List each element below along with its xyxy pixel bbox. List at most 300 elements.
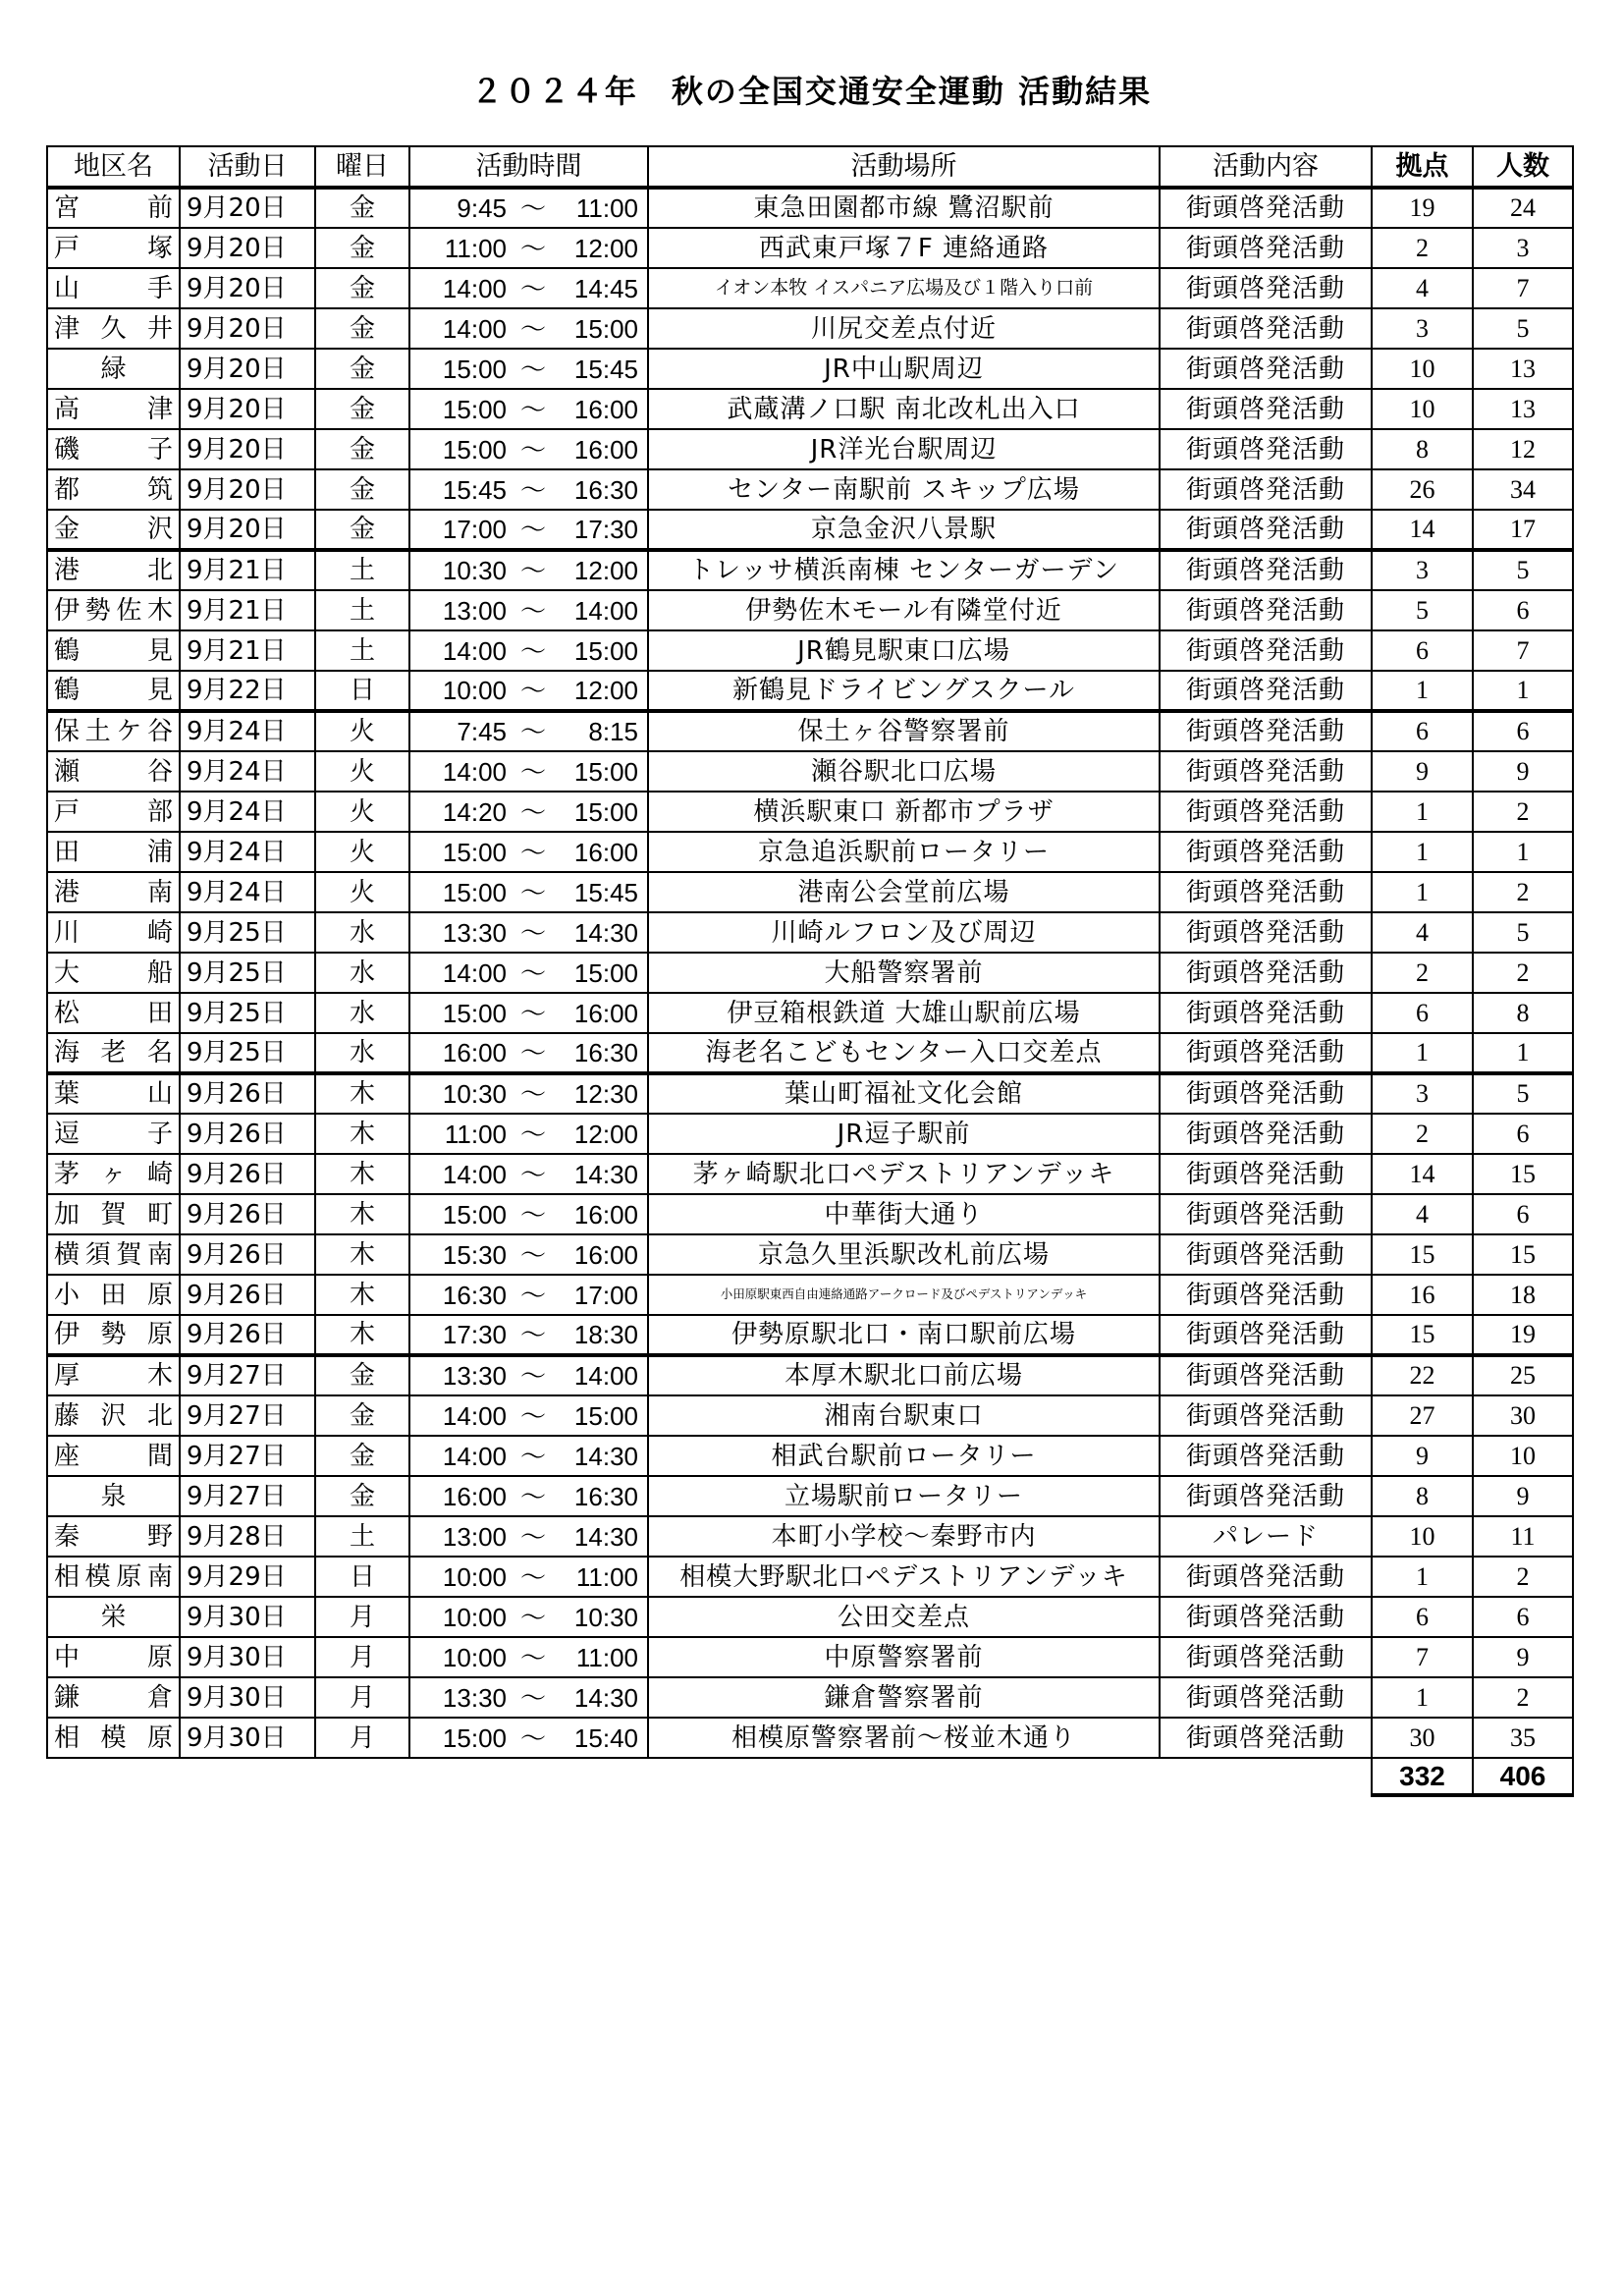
cell-dow: 月 xyxy=(315,1637,409,1677)
time-end: 16:30 xyxy=(573,474,638,505)
time-start: 9:45 xyxy=(457,193,507,223)
time-start: 14:00 xyxy=(442,1159,507,1189)
cell-date: 9月25日 xyxy=(180,993,315,1033)
cell-time xyxy=(409,1516,648,1557)
table-row xyxy=(47,469,1573,510)
cell-date: 9月20日 xyxy=(180,228,315,268)
cell-date: 9月26日 xyxy=(180,1114,315,1154)
time-end: 15:45 xyxy=(573,877,638,907)
cell-date: 9月26日 xyxy=(180,1234,315,1275)
cell-people: 2 xyxy=(1473,872,1573,912)
time-start: 14:00 xyxy=(442,635,507,666)
time-start: 13:30 xyxy=(442,1682,507,1713)
cell-time xyxy=(409,751,648,792)
cell-place: 横浜駅東口 新都市プラザ xyxy=(648,792,1160,832)
cell-content: 街頭啓発活動 xyxy=(1160,550,1372,590)
table-row xyxy=(47,389,1573,429)
cell-time xyxy=(409,993,648,1033)
cell-time xyxy=(409,188,648,228)
time-separator: ～ xyxy=(519,233,546,263)
cell-dow: 月 xyxy=(315,1718,409,1758)
cell-people: 25 xyxy=(1473,1355,1573,1395)
cell-time xyxy=(409,1114,648,1154)
cell-area: 加賀町 xyxy=(47,1194,180,1234)
cell-time xyxy=(409,953,648,993)
cell-place: 伊勢原駅北口・南口駅前広場 xyxy=(648,1315,1160,1355)
table-row xyxy=(47,1476,1573,1516)
cell-dow: 水 xyxy=(315,993,409,1033)
time-separator: ～ xyxy=(519,1320,546,1349)
time-end: 14:30 xyxy=(573,1521,638,1552)
time-separator: ～ xyxy=(519,676,546,705)
cell-place: 武蔵溝ノ口駅 南北改札出入口 xyxy=(648,389,1160,429)
cell-people: 5 xyxy=(1473,308,1573,349)
time-separator: ～ xyxy=(519,877,546,907)
page-title: ２０２４年 秋の全国交通安全運動 活動結果 xyxy=(470,73,1153,110)
cell-area: 相模原 xyxy=(47,1718,180,1758)
cell-content: 街頭啓発活動 xyxy=(1160,469,1372,510)
time-start: 14:00 xyxy=(442,957,507,988)
cell-place: 小田原駅東西自由連絡通路アークロード及びペデストリアンデッキ xyxy=(648,1275,1160,1315)
cell-people: 15 xyxy=(1473,1154,1573,1194)
table-row xyxy=(47,671,1573,711)
cell-people: 15 xyxy=(1473,1234,1573,1275)
cell-time xyxy=(409,1718,648,1758)
time-start: 17:30 xyxy=(442,1320,507,1349)
cell-people: 2 xyxy=(1473,792,1573,832)
time-separator: ～ xyxy=(519,1400,546,1431)
cell-sites: 8 xyxy=(1372,1476,1473,1516)
time-separator: ～ xyxy=(519,1642,546,1672)
cell-content: 街頭啓発活動 xyxy=(1160,1637,1372,1677)
cell-content: 街頭啓発活動 xyxy=(1160,630,1372,671)
time-separator: ～ xyxy=(519,1159,546,1189)
cell-date: 9月24日 xyxy=(180,711,315,751)
time-separator: ～ xyxy=(519,1521,546,1552)
cell-people: 6 xyxy=(1473,1114,1573,1154)
cell-area: 相模原南 xyxy=(47,1557,180,1597)
cell-area: 厚木 xyxy=(47,1355,180,1395)
cell-content: 街頭啓発活動 xyxy=(1160,1597,1372,1637)
cell-dow: 日 xyxy=(315,671,409,711)
header-date: 活動日 xyxy=(180,146,315,188)
table-row xyxy=(47,1033,1573,1073)
time-end: 15:00 xyxy=(573,957,638,988)
time-separator: ～ xyxy=(519,1079,546,1109)
table-row xyxy=(47,1436,1573,1476)
header-sites: 拠点 xyxy=(1372,146,1473,188)
time-end: 12:30 xyxy=(573,1079,638,1109)
header-dow: 曜日 xyxy=(315,146,409,188)
total-people: 406 xyxy=(1473,1758,1573,1795)
table-row xyxy=(47,1597,1573,1637)
cell-place: 本町小学校～秦野市内 xyxy=(648,1516,1160,1557)
time-start: 10:30 xyxy=(442,556,507,585)
cell-date: 9月24日 xyxy=(180,792,315,832)
table-row xyxy=(47,510,1573,550)
cell-area: 逗子 xyxy=(47,1114,180,1154)
time-end: 14:30 xyxy=(573,1441,638,1471)
cell-area: 戸塚 xyxy=(47,228,180,268)
cell-place: JR逗子駅前 xyxy=(648,1114,1160,1154)
cell-date: 9月20日 xyxy=(180,308,315,349)
table-row xyxy=(47,1718,1573,1758)
table-row xyxy=(47,1557,1573,1597)
cell-time xyxy=(409,1597,648,1637)
cell-sites: 6 xyxy=(1372,1597,1473,1637)
cell-sites: 1 xyxy=(1372,1677,1473,1718)
cell-place: 伊勢佐木モール有隣堂付近 xyxy=(648,590,1160,630)
cell-dow: 金 xyxy=(315,1355,409,1395)
cell-place: 伊豆箱根鉄道 大雄山駅前広場 xyxy=(648,993,1160,1033)
cell-time xyxy=(409,1677,648,1718)
cell-place: 本厚木駅北口前広場 xyxy=(648,1355,1160,1395)
cell-date: 9月30日 xyxy=(180,1597,315,1637)
cell-sites: 2 xyxy=(1372,228,1473,268)
cell-people: 19 xyxy=(1473,1315,1573,1355)
cell-content: 街頭啓発活動 xyxy=(1160,1033,1372,1073)
time-end: 14:30 xyxy=(573,917,638,948)
cell-time xyxy=(409,1637,648,1677)
cell-dow: 木 xyxy=(315,1154,409,1194)
cell-people: 9 xyxy=(1473,1637,1573,1677)
cell-content: 街頭啓発活動 xyxy=(1160,711,1372,751)
cell-date: 9月20日 xyxy=(180,510,315,550)
cell-area: 伊勢原 xyxy=(47,1315,180,1355)
cell-people: 34 xyxy=(1473,469,1573,510)
time-separator: ～ xyxy=(519,1038,546,1067)
time-start: 15:00 xyxy=(442,1722,507,1753)
cell-place: 東急田園都市線 鷺沼駅前 xyxy=(648,188,1160,228)
cell-place: センター南駅前 スキップ広場 xyxy=(648,469,1160,510)
time-end: 14:30 xyxy=(573,1682,638,1713)
cell-date: 9月26日 xyxy=(180,1073,315,1114)
time-separator: ～ xyxy=(519,1361,546,1391)
time-end: 15:00 xyxy=(573,313,638,344)
time-end: 14:30 xyxy=(573,1159,638,1189)
cell-people: 17 xyxy=(1473,510,1573,550)
cell-time xyxy=(409,711,648,751)
time-start: 15:00 xyxy=(442,877,507,907)
time-end: 15:00 xyxy=(573,756,638,787)
cell-content: 街頭啓発活動 xyxy=(1160,832,1372,872)
cell-place: 湘南台駅東口 xyxy=(648,1395,1160,1436)
time-separator: ～ xyxy=(519,354,546,384)
table-row xyxy=(47,308,1573,349)
cell-content: 街頭啓発活動 xyxy=(1160,993,1372,1033)
table-row xyxy=(47,228,1573,268)
cell-date: 9月21日 xyxy=(180,630,315,671)
cell-people: 35 xyxy=(1473,1718,1573,1758)
cell-sites: 6 xyxy=(1372,711,1473,751)
table-row xyxy=(47,1355,1573,1395)
cell-people: 6 xyxy=(1473,590,1573,630)
cell-time xyxy=(409,308,648,349)
cell-sites: 26 xyxy=(1372,469,1473,510)
time-start: 14:00 xyxy=(442,1441,507,1471)
time-start: 11:00 xyxy=(444,1119,507,1149)
time-start: 10:00 xyxy=(442,1642,507,1672)
cell-dow: 木 xyxy=(315,1275,409,1315)
cell-people: 6 xyxy=(1473,711,1573,751)
cell-people: 13 xyxy=(1473,349,1573,389)
cell-dow: 金 xyxy=(315,1476,409,1516)
time-end: 12:00 xyxy=(573,1119,638,1149)
time-end: 16:00 xyxy=(573,998,638,1028)
time-separator: ～ xyxy=(519,917,546,948)
cell-content: 街頭啓発活動 xyxy=(1160,1315,1372,1355)
cell-date: 9月27日 xyxy=(180,1436,315,1476)
cell-date: 9月28日 xyxy=(180,1516,315,1557)
time-start: 15:00 xyxy=(442,394,507,424)
table-row xyxy=(47,550,1573,590)
time-separator: ～ xyxy=(519,273,546,303)
cell-place: JR中山駅周辺 xyxy=(648,349,1160,389)
table-row xyxy=(47,993,1573,1033)
time-separator: ～ xyxy=(519,394,546,424)
cell-date: 9月26日 xyxy=(180,1315,315,1355)
cell-date: 9月20日 xyxy=(180,349,315,389)
cell-area: 伊勢佐木 xyxy=(47,590,180,630)
cell-dow: 金 xyxy=(315,389,409,429)
cell-content: 街頭啓発活動 xyxy=(1160,792,1372,832)
totals-spacer xyxy=(47,1758,1372,1795)
cell-time xyxy=(409,469,648,510)
time-start: 14:20 xyxy=(442,796,507,827)
cell-people: 1 xyxy=(1473,671,1573,711)
table-row xyxy=(47,1114,1573,1154)
cell-time xyxy=(409,228,648,268)
cell-content: 街頭啓発活動 xyxy=(1160,1275,1372,1315)
cell-sites: 9 xyxy=(1372,751,1473,792)
cell-sites: 16 xyxy=(1372,1275,1473,1315)
time-start: 13:30 xyxy=(442,917,507,948)
cell-place: 京急追浜駅前ロータリー xyxy=(648,832,1160,872)
time-start: 11:00 xyxy=(444,233,507,263)
time-start: 15:00 xyxy=(442,837,507,867)
cell-time xyxy=(409,268,648,308)
cell-area: 大船 xyxy=(47,953,180,993)
cell-place: 京急金沢八景駅 xyxy=(648,510,1160,550)
cell-place: 相模原警察署前～桜並木通り xyxy=(648,1718,1160,1758)
time-end: 18:30 xyxy=(573,1320,638,1349)
time-separator: ～ xyxy=(519,1722,546,1753)
time-separator: ～ xyxy=(519,595,546,626)
totals-row xyxy=(47,1758,1573,1795)
cell-sites: 14 xyxy=(1372,1154,1473,1194)
time-separator: ～ xyxy=(519,1239,546,1270)
cell-people: 5 xyxy=(1473,1073,1573,1114)
cell-dow: 土 xyxy=(315,590,409,630)
cell-date: 9月20日 xyxy=(180,188,315,228)
table-row xyxy=(47,832,1573,872)
time-separator: ～ xyxy=(519,756,546,787)
cell-time xyxy=(409,792,648,832)
time-start: 14:00 xyxy=(442,313,507,344)
header-area: 地区名 xyxy=(47,146,180,188)
cell-dow: 金 xyxy=(315,228,409,268)
cell-sites: 2 xyxy=(1372,1114,1473,1154)
table-row xyxy=(47,1395,1573,1436)
cell-sites: 9 xyxy=(1372,1436,1473,1476)
cell-dow: 日 xyxy=(315,1557,409,1597)
cell-time xyxy=(409,590,648,630)
results-table xyxy=(46,145,1574,1797)
cell-sites: 27 xyxy=(1372,1395,1473,1436)
cell-dow: 月 xyxy=(315,1597,409,1637)
cell-sites: 4 xyxy=(1372,912,1473,953)
cell-area: 山手 xyxy=(47,268,180,308)
time-end: 15:00 xyxy=(573,796,638,827)
cell-content: 街頭啓発活動 xyxy=(1160,1476,1372,1516)
cell-dow: 火 xyxy=(315,792,409,832)
time-start: 13:00 xyxy=(442,1521,507,1552)
cell-sites: 22 xyxy=(1372,1355,1473,1395)
cell-content: 街頭啓発活動 xyxy=(1160,1677,1372,1718)
time-separator: ～ xyxy=(519,1561,546,1592)
time-separator: ～ xyxy=(519,1682,546,1713)
cell-area: 田浦 xyxy=(47,832,180,872)
cell-time xyxy=(409,510,648,550)
time-start: 16:00 xyxy=(442,1038,507,1067)
cell-date: 9月24日 xyxy=(180,872,315,912)
cell-content: 街頭啓発活動 xyxy=(1160,268,1372,308)
cell-people: 1 xyxy=(1473,1033,1573,1073)
cell-sites: 4 xyxy=(1372,268,1473,308)
cell-dow: 木 xyxy=(315,1073,409,1114)
time-separator: ～ xyxy=(519,1481,546,1511)
time-end: 14:45 xyxy=(573,273,638,303)
time-end: 10:30 xyxy=(573,1602,638,1632)
cell-place: 鎌倉警察署前 xyxy=(648,1677,1160,1718)
cell-sites: 1 xyxy=(1372,1557,1473,1597)
cell-date: 9月22日 xyxy=(180,671,315,711)
table-row xyxy=(47,1194,1573,1234)
time-start: 13:00 xyxy=(442,595,507,626)
cell-sites: 5 xyxy=(1372,590,1473,630)
cell-sites: 2 xyxy=(1372,953,1473,993)
cell-dow: 水 xyxy=(315,912,409,953)
cell-people: 24 xyxy=(1473,188,1573,228)
cell-sites: 7 xyxy=(1372,1637,1473,1677)
cell-area: 瀬谷 xyxy=(47,751,180,792)
table-row xyxy=(47,1637,1573,1677)
table-row xyxy=(47,429,1573,469)
cell-sites: 1 xyxy=(1372,832,1473,872)
cell-sites: 6 xyxy=(1372,993,1473,1033)
cell-sites: 30 xyxy=(1372,1718,1473,1758)
cell-sites: 1 xyxy=(1372,1033,1473,1073)
cell-content: 街頭啓発活動 xyxy=(1160,912,1372,953)
cell-dow: 土 xyxy=(315,1516,409,1557)
cell-area: 港南 xyxy=(47,872,180,912)
cell-sites: 4 xyxy=(1372,1194,1473,1234)
cell-content: 街頭啓発活動 xyxy=(1160,1355,1372,1395)
cell-content: 街頭啓発活動 xyxy=(1160,1154,1372,1194)
cell-area: 横須賀南 xyxy=(47,1234,180,1275)
cell-content: 街頭啓発活動 xyxy=(1160,872,1372,912)
time-end: 11:00 xyxy=(575,193,638,223)
cell-place: 相模大野駅北口ペデストリアンデッキ xyxy=(648,1557,1160,1597)
cell-sites: 15 xyxy=(1372,1315,1473,1355)
cell-area: 磯子 xyxy=(47,429,180,469)
cell-place: 川崎ルフロン及び周辺 xyxy=(648,912,1160,953)
time-separator: ～ xyxy=(519,556,546,585)
cell-area: 高津 xyxy=(47,389,180,429)
table-row xyxy=(47,1315,1573,1355)
cell-place: 港南公会堂前広場 xyxy=(648,872,1160,912)
time-end: 12:00 xyxy=(573,233,638,263)
time-start: 10:00 xyxy=(442,1561,507,1592)
table-row xyxy=(47,1275,1573,1315)
time-end: 15:00 xyxy=(573,635,638,666)
cell-sites: 1 xyxy=(1372,671,1473,711)
cell-area: 栄 xyxy=(47,1597,180,1637)
time-end: 17:00 xyxy=(573,1280,638,1310)
cell-content: 街頭啓発活動 xyxy=(1160,590,1372,630)
cell-area: 戸部 xyxy=(47,792,180,832)
time-start: 10:30 xyxy=(442,1079,507,1109)
cell-dow: 水 xyxy=(315,1033,409,1073)
cell-area: 川崎 xyxy=(47,912,180,953)
time-separator: ～ xyxy=(519,796,546,827)
cell-place: 京急久里浜駅改札前広場 xyxy=(648,1234,1160,1275)
cell-area: 鎌倉 xyxy=(47,1677,180,1718)
time-start: 15:00 xyxy=(442,434,507,465)
cell-people: 7 xyxy=(1473,268,1573,308)
time-end: 16:30 xyxy=(573,1038,638,1067)
cell-time xyxy=(409,1557,648,1597)
cell-dow: 水 xyxy=(315,953,409,993)
cell-area: 保土ケ谷 xyxy=(47,711,180,751)
cell-sites: 15 xyxy=(1372,1234,1473,1275)
time-separator: ～ xyxy=(519,313,546,344)
time-end: 16:30 xyxy=(573,1481,638,1511)
cell-time xyxy=(409,1315,648,1355)
cell-area: 津久井 xyxy=(47,308,180,349)
cell-dow: 金 xyxy=(315,188,409,228)
cell-people: 12 xyxy=(1473,429,1573,469)
cell-people: 10 xyxy=(1473,1436,1573,1476)
cell-date: 9月26日 xyxy=(180,1275,315,1315)
cell-sites: 8 xyxy=(1372,429,1473,469)
cell-place: イオン本牧 イスパニア広場及び１階入り口前 xyxy=(648,268,1160,308)
time-start: 16:00 xyxy=(442,1481,507,1511)
cell-place: 西武東戸塚７F 連絡通路 xyxy=(648,228,1160,268)
time-end: 16:00 xyxy=(573,434,638,465)
cell-people: 18 xyxy=(1473,1275,1573,1315)
cell-time xyxy=(409,1395,648,1436)
cell-date: 9月27日 xyxy=(180,1395,315,1436)
cell-date: 9月21日 xyxy=(180,550,315,590)
cell-dow: 金 xyxy=(315,308,409,349)
time-start: 15:30 xyxy=(442,1239,507,1270)
cell-dow: 金 xyxy=(315,1436,409,1476)
cell-area: 中原 xyxy=(47,1637,180,1677)
table-row xyxy=(47,711,1573,751)
table-row xyxy=(47,349,1573,389)
cell-people: 2 xyxy=(1473,953,1573,993)
time-start: 16:30 xyxy=(442,1280,507,1310)
time-start: 15:00 xyxy=(442,354,507,384)
cell-sites: 1 xyxy=(1372,872,1473,912)
cell-dow: 金 xyxy=(315,429,409,469)
header-people: 人数 xyxy=(1473,146,1573,188)
cell-time xyxy=(409,1194,648,1234)
cell-content: 街頭啓発活動 xyxy=(1160,671,1372,711)
time-end: 14:00 xyxy=(573,595,638,626)
time-end: 15:45 xyxy=(573,354,638,384)
